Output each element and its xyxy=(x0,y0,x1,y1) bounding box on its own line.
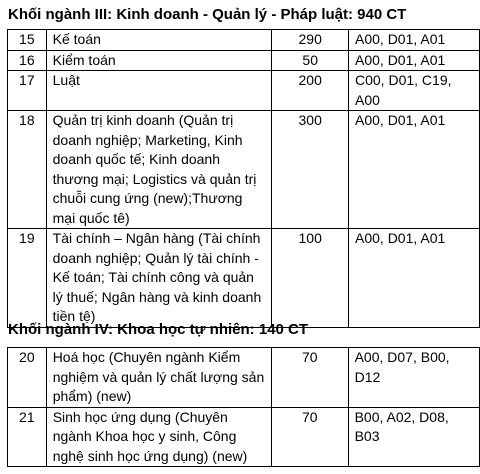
program-table-khoi-nganh-iv xyxy=(7,347,480,467)
table-row xyxy=(8,229,480,328)
row-number: 18 xyxy=(8,111,47,229)
row-number: 17 xyxy=(8,71,47,111)
program-table-khoi-nganh-iii xyxy=(7,29,480,328)
quota: 290 xyxy=(272,30,349,51)
quota: 300 xyxy=(272,111,349,229)
table-row xyxy=(8,50,480,71)
subject-combinations: B00, A02, D08, B03 xyxy=(348,407,479,467)
table-row xyxy=(8,348,480,408)
table-row xyxy=(8,111,480,229)
program-name: Tài chính – Ngân hàng (Tài chính doanh nghiệp; Quản lý tài chính - Kế toán; Tài chính công và quản lý thuế; Ngân hàng và kinh doanh tiền tệ) xyxy=(46,229,272,328)
section-heading-khoi-nganh-iv: Khối ngành IV: Khoa học tự nhiên: 140 CT xyxy=(8,321,309,338)
table-row xyxy=(8,71,480,111)
quota: 70 xyxy=(272,407,349,467)
program-name: Quản trị kinh doanh (Quản trị doanh nghiệp; Marketing, Kinh doanh quốc tế; Kinh doanh thương mại; Logistics và quản trị chuỗi cung ứng (new);Thương mại quốc tê) xyxy=(46,111,272,229)
program-name: Sinh học ứng dụng (Chuyên ngành Khoa học y sinh, Công nghệ sinh học ứng dụng) (new) xyxy=(46,407,271,467)
quota: 70 xyxy=(272,348,349,408)
program-name: Kiểm toán xyxy=(46,50,272,71)
row-number: 21 xyxy=(8,407,47,467)
subject-combinations: A00, D01, A01 xyxy=(349,30,480,51)
subject-combinations: C00, D01, C19, A00 xyxy=(349,71,480,111)
program-name: Hoá học (Chuyên ngành Kiểm nghiệm và quản lý chất lượng sản phẩm) (new) xyxy=(46,348,271,408)
subject-combinations: A00, D01, A01 xyxy=(349,111,480,229)
program-name: Luật xyxy=(46,71,272,111)
subject-combinations: A00, D01, A01 xyxy=(349,50,480,71)
subject-combinations: A00, D01, A01 xyxy=(349,229,480,328)
quota: 50 xyxy=(272,50,349,71)
row-number: 19 xyxy=(8,229,47,328)
row-number: 20 xyxy=(8,348,47,408)
table-row xyxy=(8,407,480,467)
program-name: Kế toán xyxy=(46,30,272,51)
quota: 200 xyxy=(272,71,349,111)
subject-combinations: A00, D07, B00, D12 xyxy=(348,348,479,408)
row-number: 16 xyxy=(8,50,47,71)
quota: 100 xyxy=(272,229,349,328)
section-heading-khoi-nganh-iii: Khối ngành III: Kinh doanh - Quản lý - Pháp luật: 940 CT xyxy=(8,6,407,23)
row-number: 15 xyxy=(8,30,47,51)
table-row xyxy=(8,30,480,51)
